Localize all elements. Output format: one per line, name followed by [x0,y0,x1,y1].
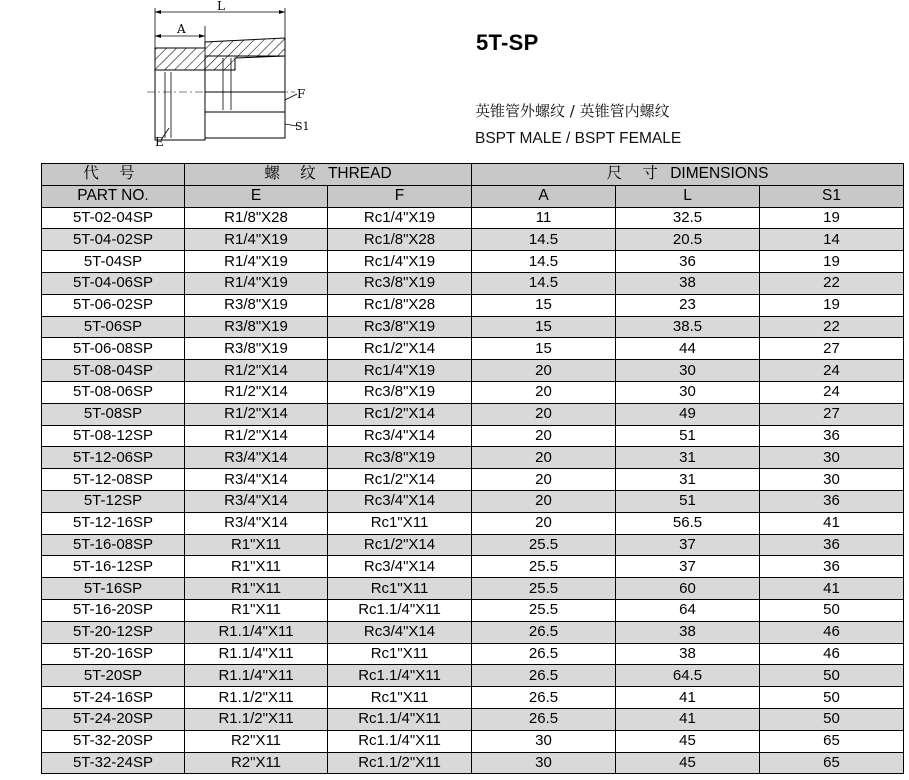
table-row [42,578,904,600]
cell-part-no: 5T-08-06SP [42,381,185,403]
header-dimensions: 尺 寸 DIMENSIONS [472,164,904,186]
label-e: E [155,135,164,149]
cell-thread-f: Rc3/4"X14 [328,425,472,447]
cell-dim-a: 20 [472,403,616,425]
table-row [42,207,904,229]
product-title: 5T-SP [476,30,539,55]
cell-dim-a: 20 [472,360,616,382]
cell-thread-e: R1/2"X14 [185,425,328,447]
table-row [42,599,904,621]
cell-part-no: 5T-24-16SP [42,687,185,709]
cell-dim-a: 30 [472,752,616,774]
cell-dim-s1: 36 [760,556,904,578]
cell-thread-f: Rc1/4"X19 [328,360,472,382]
header-code-cn: 代 号 [42,164,185,186]
cell-part-no: 5T-12-16SP [42,512,185,534]
cell-thread-e: R3/8"X19 [185,316,328,338]
cell-dim-a: 14.5 [472,251,616,273]
cell-dim-l: 31 [616,447,760,469]
table-row [42,425,904,447]
label-f: F [297,87,306,101]
table-row [42,272,904,294]
cell-part-no: 5T-24-20SP [42,708,185,730]
cell-dim-a: 20 [472,381,616,403]
cell-dim-a: 20 [472,490,616,512]
cell-dim-a: 15 [472,316,616,338]
cell-dim-a: 14.5 [472,272,616,294]
cell-dim-l: 56.5 [616,512,760,534]
cell-thread-f: Rc1/2"X14 [328,338,472,360]
cell-thread-e: R2"X11 [185,730,328,752]
cell-part-no: 5T-12-08SP [42,469,185,491]
cell-part-no: 5T-16SP [42,578,185,600]
cell-dim-l: 32.5 [616,207,760,229]
cell-dim-s1: 50 [760,708,904,730]
cell-dim-a: 26.5 [472,708,616,730]
table-row [42,251,904,273]
cell-dim-s1: 27 [760,338,904,360]
cell-thread-e: R1"X11 [185,556,328,578]
cell-thread-e: R2"X11 [185,752,328,774]
cell-thread-e: R3/4"X14 [185,512,328,534]
cell-thread-e: R1/4"X19 [185,251,328,273]
table-row [42,229,904,251]
cell-dim-s1: 30 [760,447,904,469]
cell-dim-a: 20 [472,512,616,534]
cell-dim-l: 36 [616,251,760,273]
cell-dim-s1: 36 [760,490,904,512]
cell-dim-a: 20 [472,447,616,469]
cell-thread-e: R1"X11 [185,534,328,556]
header-thread: 螺 纹 THREAD [185,164,472,186]
cell-dim-l: 51 [616,490,760,512]
table-row [42,665,904,687]
table-row [42,403,904,425]
table-row [42,447,904,469]
cell-dim-s1: 24 [760,360,904,382]
cell-part-no: 5T-32-20SP [42,730,185,752]
dimensions-table [41,163,904,774]
header-col-f: F [328,185,472,207]
header-col-l: L [616,185,760,207]
cell-thread-e: R1.1/4"X11 [185,621,328,643]
cell-part-no: 5T-06SP [42,316,185,338]
cell-thread-e: R3/4"X14 [185,469,328,491]
cell-thread-f: Rc1/8"X28 [328,229,472,251]
cell-dim-l: 38 [616,643,760,665]
cell-part-no: 5T-06-02SP [42,294,185,316]
cell-dim-s1: 46 [760,643,904,665]
cell-dim-l: 38 [616,272,760,294]
label-a: A [177,22,186,36]
cell-thread-f: Rc1"X11 [328,643,472,665]
cell-dim-s1: 65 [760,730,904,752]
product-subtitle-en: BSPT MALE / BSPT FEMALE [475,130,682,147]
cell-thread-f: Rc1.1/2"X11 [328,752,472,774]
cell-thread-e: R3/4"X14 [185,490,328,512]
cell-thread-e: R1/2"X14 [185,381,328,403]
cell-thread-e: R1"X11 [185,578,328,600]
cell-dim-s1: 22 [760,272,904,294]
cell-part-no: 5T-04-06SP [42,272,185,294]
cell-thread-e: R3/8"X19 [185,294,328,316]
cell-dim-a: 26.5 [472,665,616,687]
cell-part-no: 5T-02-04SP [42,207,185,229]
cell-dim-l: 64 [616,599,760,621]
cell-thread-f: Rc1/4"X19 [328,251,472,273]
cell-thread-e: R3/8"X19 [185,338,328,360]
cell-thread-f: Rc1"X11 [328,578,472,600]
product-subtitle-cn: 英锥管外螺纹 / 英锥管内螺纹 [475,102,670,120]
cell-dim-l: 41 [616,687,760,709]
cell-dim-l: 23 [616,294,760,316]
cell-part-no: 5T-20-16SP [42,643,185,665]
cell-dim-l: 37 [616,534,760,556]
cell-dim-s1: 30 [760,469,904,491]
cell-thread-e: R1/8"X28 [185,207,328,229]
cell-thread-f: Rc1.1/4"X11 [328,665,472,687]
cell-thread-e: R1/2"X14 [185,360,328,382]
cell-dim-s1: 50 [760,687,904,709]
header-col-e: E [185,185,328,207]
cell-thread-f: Rc1.1/4"X11 [328,599,472,621]
cell-part-no: 5T-06-08SP [42,338,185,360]
table-row [42,316,904,338]
table-row [42,381,904,403]
cell-thread-f: Rc1/2"X14 [328,469,472,491]
table-row [42,556,904,578]
cell-dim-s1: 22 [760,316,904,338]
table-row [42,360,904,382]
cell-thread-f: Rc3/8"X19 [328,272,472,294]
cell-dim-s1: 19 [760,251,904,273]
cell-thread-f: Rc1/2"X14 [328,534,472,556]
table-row [42,643,904,665]
cell-thread-f: Rc1/4"X19 [328,207,472,229]
cell-dim-a: 26.5 [472,687,616,709]
cell-thread-f: Rc3/8"X19 [328,316,472,338]
cell-dim-a: 15 [472,338,616,360]
cell-dim-a: 25.5 [472,556,616,578]
table-row [42,752,904,774]
cell-dim-s1: 36 [760,534,904,556]
cell-dim-a: 26.5 [472,643,616,665]
cell-dim-a: 20 [472,469,616,491]
cell-dim-l: 60 [616,578,760,600]
cell-part-no: 5T-16-12SP [42,556,185,578]
cell-part-no: 5T-16-20SP [42,599,185,621]
cell-thread-f: Rc1"X11 [328,687,472,709]
cell-dim-l: 37 [616,556,760,578]
cell-dim-s1: 24 [760,381,904,403]
cell-dim-a: 25.5 [472,578,616,600]
table-row [42,294,904,316]
cell-part-no: 5T-08SP [42,403,185,425]
header-col-a: A [472,185,616,207]
table-row [42,338,904,360]
cell-dim-a: 20 [472,425,616,447]
table-row [42,534,904,556]
cell-thread-f: Rc3/8"X19 [328,381,472,403]
cell-dim-s1: 41 [760,578,904,600]
fitting-diagram [145,0,320,152]
label-s1: S1 [295,120,310,133]
cell-dim-a: 11 [472,207,616,229]
cell-dim-l: 30 [616,360,760,382]
cell-dim-s1: 19 [760,207,904,229]
cell-thread-e: R3/4"X14 [185,447,328,469]
cell-part-no: 5T-12-06SP [42,447,185,469]
cell-dim-s1: 41 [760,512,904,534]
cell-dim-l: 41 [616,708,760,730]
cell-dim-l: 38.5 [616,316,760,338]
cell-thread-e: R1.1/2"X11 [185,687,328,709]
cell-dim-l: 51 [616,425,760,447]
cell-dim-a: 14.5 [472,229,616,251]
cell-part-no: 5T-08-12SP [42,425,185,447]
table-row [42,512,904,534]
cell-dim-a: 15 [472,294,616,316]
cell-dim-l: 49 [616,403,760,425]
cell-dim-l: 44 [616,338,760,360]
header-part-no: PART NO. [42,185,185,207]
cell-thread-f: Rc1/2"X14 [328,403,472,425]
cell-dim-s1: 14 [760,229,904,251]
cell-dim-l: 64.5 [616,665,760,687]
cell-thread-f: Rc3/8"X19 [328,447,472,469]
cell-dim-l: 30 [616,381,760,403]
cell-dim-s1: 46 [760,621,904,643]
cell-thread-e: R1"X11 [185,599,328,621]
header-col-s1: S1 [760,185,904,207]
cell-dim-a: 26.5 [472,621,616,643]
cell-thread-f: Rc1.1/4"X11 [328,730,472,752]
label-l: L [217,0,225,13]
cell-part-no: 5T-04-02SP [42,229,185,251]
cell-dim-l: 20.5 [616,229,760,251]
cell-part-no: 5T-20-12SP [42,621,185,643]
cell-thread-f: Rc3/4"X14 [328,490,472,512]
cell-dim-s1: 36 [760,425,904,447]
cell-part-no: 5T-20SP [42,665,185,687]
table-row [42,708,904,730]
table-row [42,687,904,709]
cell-part-no: 5T-16-08SP [42,534,185,556]
cell-dim-a: 25.5 [472,534,616,556]
table-row [42,730,904,752]
cell-part-no: 5T-32-24SP [42,752,185,774]
cell-dim-l: 45 [616,752,760,774]
table-row [42,621,904,643]
cell-thread-e: R1.1/4"X11 [185,665,328,687]
cell-thread-e: R1/4"X19 [185,229,328,251]
cell-thread-f: Rc1/8"X28 [328,294,472,316]
cell-dim-s1: 50 [760,599,904,621]
cell-thread-f: Rc3/4"X14 [328,556,472,578]
cell-thread-f: Rc3/4"X14 [328,621,472,643]
cell-thread-f: Rc1.1/4"X11 [328,708,472,730]
cell-dim-a: 25.5 [472,599,616,621]
cell-dim-s1: 50 [760,665,904,687]
cell-thread-f: Rc1"X11 [328,512,472,534]
cell-dim-a: 30 [472,730,616,752]
cell-part-no: 5T-04SP [42,251,185,273]
cell-thread-e: R1/4"X19 [185,272,328,294]
cell-dim-s1: 65 [760,752,904,774]
cell-thread-e: R1.1/2"X11 [185,708,328,730]
cell-dim-l: 45 [616,730,760,752]
cell-dim-s1: 19 [760,294,904,316]
cell-part-no: 5T-12SP [42,490,185,512]
cell-dim-s1: 27 [760,403,904,425]
table-row [42,469,904,491]
cell-thread-e: R1.1/4"X11 [185,643,328,665]
cell-dim-l: 38 [616,621,760,643]
cell-thread-e: R1/2"X14 [185,403,328,425]
cell-part-no: 5T-08-04SP [42,360,185,382]
table-row [42,490,904,512]
cell-dim-l: 31 [616,469,760,491]
